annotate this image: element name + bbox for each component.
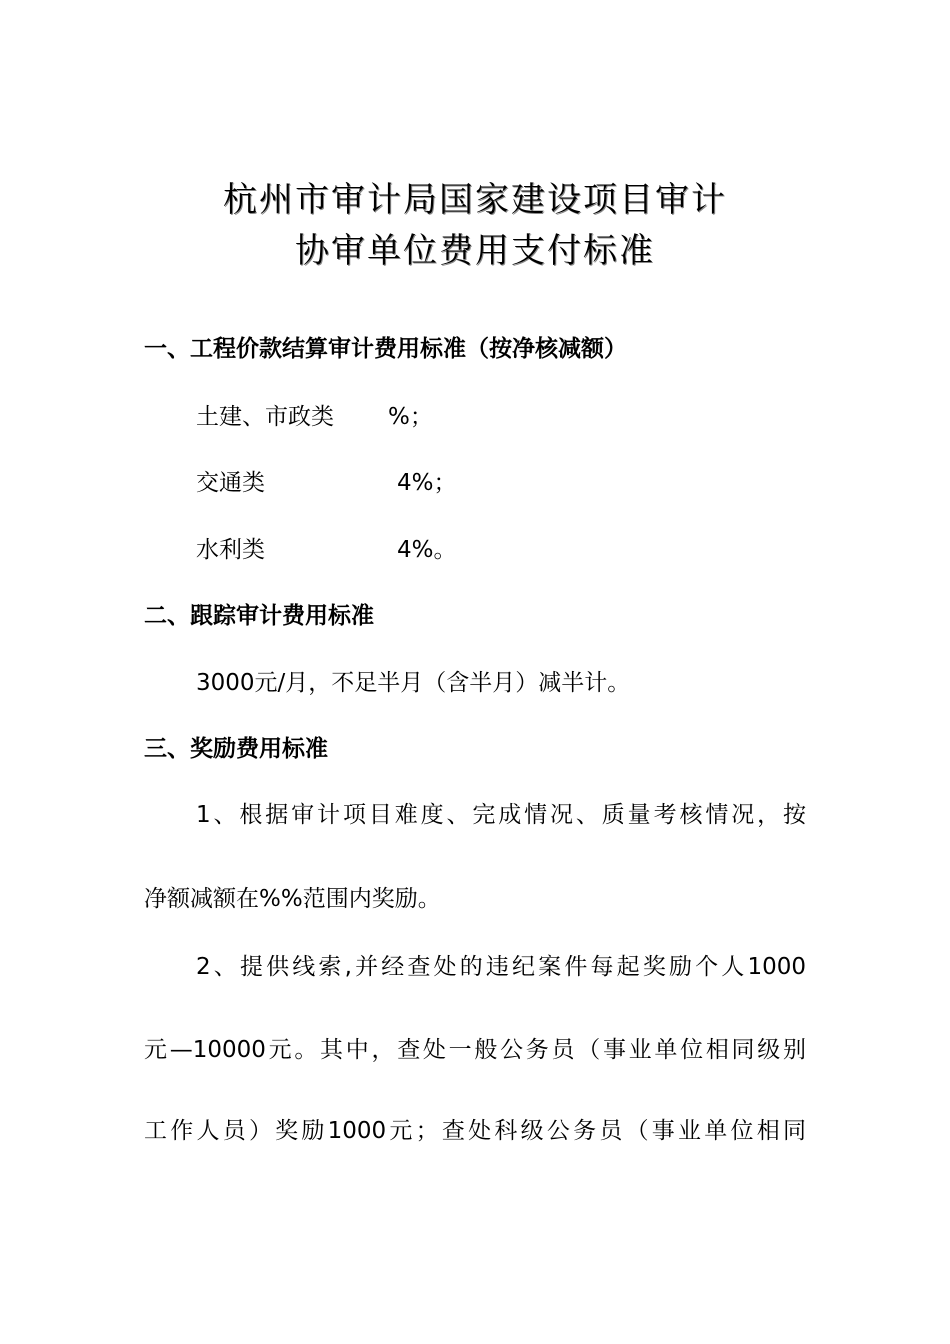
section3-heading: 三、奖励费用标准 <box>144 736 328 762</box>
section3-item1-line2: 净额减额在%%范围内奖励。 <box>144 886 441 912</box>
section2-heading: 二、跟踪审计费用标准 <box>144 603 374 629</box>
rate-label-water: 水利类 <box>196 537 265 563</box>
rate-label-transport: 交通类 <box>196 470 265 496</box>
section1-heading: 一、工程价款结算审计费用标准（按净核减额） <box>144 336 627 362</box>
rate-label-civil: 土建、市政类 <box>196 404 334 430</box>
section3-item2-line3: 工作人员）奖励1000元；查处科级公务员（事业单位相同 <box>144 1118 806 1144</box>
section3-item2-line1: 2、提供线索,并经查处的违纪案件每起奖励个人1000 <box>196 954 806 980</box>
rate-value-water: 4%。 <box>397 537 457 563</box>
section2-text: 3000元/月，不足半月（含半月）减半计。 <box>196 670 631 696</box>
section3-item2-line2: 元—10000元。其中，查处一般公务员（事业单位相同级别 <box>144 1037 806 1063</box>
document-title-line2: 协审单位费用支付标准 <box>295 231 655 271</box>
section3-item1-line1: 1、根据审计项目难度、完成情况、质量考核情况，按 <box>196 802 806 828</box>
rate-value-civil: %； <box>388 404 433 430</box>
rate-value-transport: 4%； <box>397 470 457 496</box>
document-title-line1: 杭州市审计局国家建设项目审计 <box>223 180 727 220</box>
